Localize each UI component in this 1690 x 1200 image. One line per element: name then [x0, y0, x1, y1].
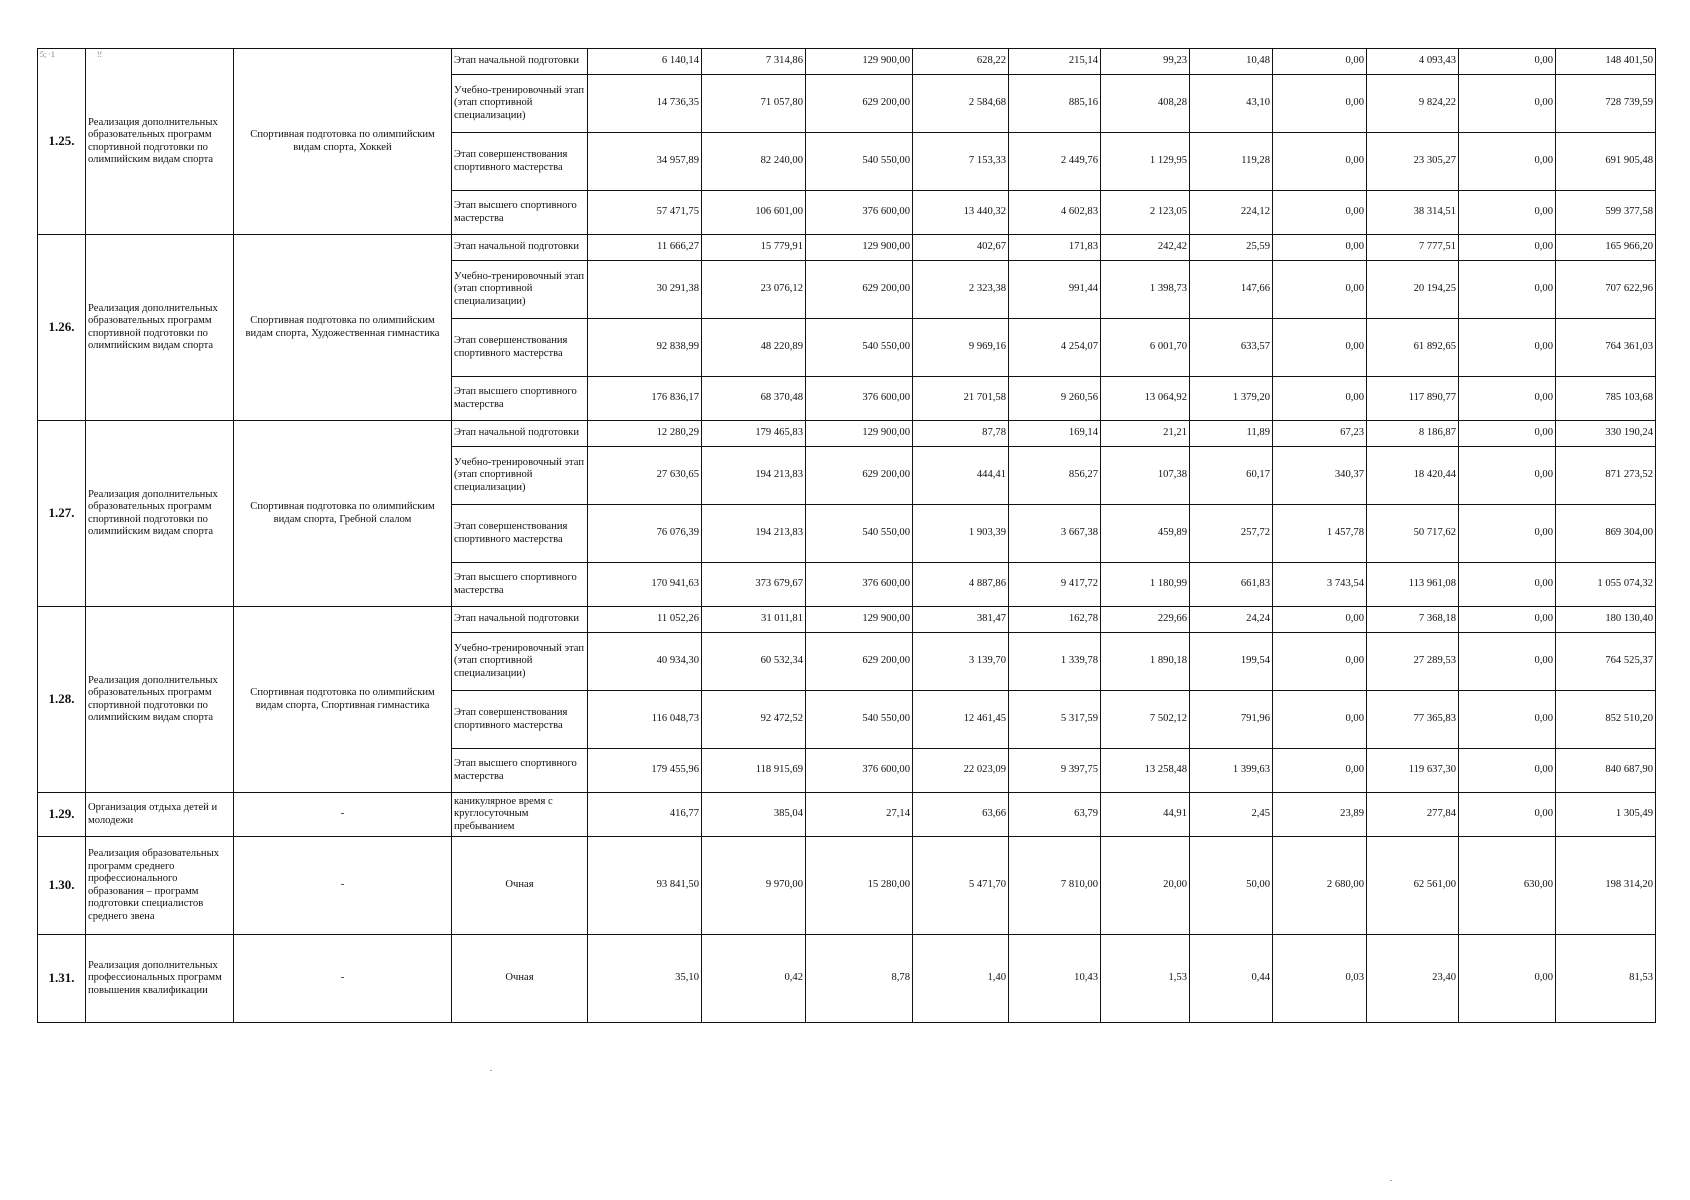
value-cell: 0,00 [1459, 749, 1556, 793]
value-cell: 11 052,26 [588, 607, 702, 633]
value-cell: 13 440,32 [913, 191, 1009, 235]
value-cell: 7 314,86 [702, 49, 806, 75]
training-stage: Этап высшего спортивного мастерства [452, 377, 588, 421]
value-cell: 1 129,95 [1101, 133, 1190, 191]
value-cell: 48 220,89 [702, 319, 806, 377]
value-cell: 1,53 [1101, 935, 1190, 1023]
value-cell: 633,57 [1190, 319, 1273, 377]
training-stage: Этап совершенствования спортивного мастерства [452, 133, 588, 191]
value-cell: 376 600,00 [806, 377, 913, 421]
value-cell: 691 905,48 [1556, 133, 1656, 191]
value-cell: 0,00 [1459, 75, 1556, 133]
value-cell: 408,28 [1101, 75, 1190, 133]
value-cell: 35,10 [588, 935, 702, 1023]
value-cell: 0,00 [1459, 377, 1556, 421]
value-cell: 0,00 [1273, 377, 1367, 421]
value-cell: 40 934,30 [588, 633, 702, 691]
value-cell: 3 743,54 [1273, 563, 1367, 607]
value-cell: 1 055 074,32 [1556, 563, 1656, 607]
value-cell: 170 941,63 [588, 563, 702, 607]
value-cell: 385,04 [702, 793, 806, 837]
value-cell: 50 717,62 [1367, 505, 1459, 563]
scan-speck [490, 1070, 492, 1071]
value-cell: 376 600,00 [806, 749, 913, 793]
value-cell: 27 289,53 [1367, 633, 1459, 691]
value-cell: 0,00 [1459, 935, 1556, 1023]
value-cell: 15 280,00 [806, 837, 913, 935]
value-cell: 0,00 [1459, 421, 1556, 447]
value-cell: 27 630,65 [588, 447, 702, 505]
value-cell: 92 838,99 [588, 319, 702, 377]
value-cell: 7 502,12 [1101, 691, 1190, 749]
value-cell: 0,03 [1273, 935, 1367, 1023]
value-cell: 61 892,65 [1367, 319, 1459, 377]
value-cell: 106 601,00 [702, 191, 806, 235]
value-cell: 194 213,83 [702, 447, 806, 505]
value-cell: 129 900,00 [806, 421, 913, 447]
value-cell: 63,66 [913, 793, 1009, 837]
value-cell: 148 401,50 [1556, 49, 1656, 75]
value-cell: 728 739,59 [1556, 75, 1656, 133]
training-stage: Этап совершенствования спортивного мастерства [452, 691, 588, 749]
value-cell: 0,00 [1459, 191, 1556, 235]
value-cell: 23,89 [1273, 793, 1367, 837]
training-stage: Этап начальной подготовки [452, 607, 588, 633]
service-kind: Спортивная подготовка по олимпийским видам спорта, Художественная гимнастика [234, 235, 452, 421]
value-cell: 6 140,14 [588, 49, 702, 75]
training-stage: Этап начальной подготовки [452, 49, 588, 75]
training-stage: Этап начальной подготовки [452, 235, 588, 261]
value-cell: 381,47 [913, 607, 1009, 633]
corner-mark-2: !! [96, 50, 103, 59]
value-cell: 4 602,83 [1009, 191, 1101, 235]
service-kind: Спортивная подготовка по олимпийским видам спорта, Гребной слалом [234, 421, 452, 607]
value-cell: 11,89 [1190, 421, 1273, 447]
value-cell: 416,77 [588, 793, 702, 837]
value-cell: 0,00 [1273, 235, 1367, 261]
value-cell: 840 687,90 [1556, 749, 1656, 793]
value-cell: 4 254,07 [1009, 319, 1101, 377]
value-cell: 31 011,81 [702, 607, 806, 633]
service-kind: - [234, 837, 452, 935]
value-cell: 0,00 [1273, 633, 1367, 691]
value-cell: 764 361,03 [1556, 319, 1656, 377]
value-cell: 129 900,00 [806, 49, 913, 75]
training-stage: Учебно-тренировочный этап (этап спортивной специализации) [452, 633, 588, 691]
value-cell: 991,44 [1009, 261, 1101, 319]
value-cell: 540 550,00 [806, 505, 913, 563]
value-cell: 242,42 [1101, 235, 1190, 261]
row-code: 1.29. [38, 793, 86, 837]
value-cell: 11 666,27 [588, 235, 702, 261]
value-cell: 179 455,96 [588, 749, 702, 793]
value-cell: 1 399,63 [1190, 749, 1273, 793]
value-cell: 1 379,20 [1190, 377, 1273, 421]
value-cell: 62 561,00 [1367, 837, 1459, 935]
training-form: Очная [452, 935, 588, 1023]
value-cell: 0,00 [1459, 563, 1556, 607]
value-cell: 34 957,89 [588, 133, 702, 191]
service-name: Реализация дополнительных образовательных программ спортивной подготовки по олимпийским видам спорта [86, 49, 234, 235]
value-cell: 2 680,00 [1273, 837, 1367, 935]
value-cell: 165 966,20 [1556, 235, 1656, 261]
value-cell: 43,10 [1190, 75, 1273, 133]
value-cell: 340,37 [1273, 447, 1367, 505]
row-code: 1.31. [38, 935, 86, 1023]
value-cell: 2 449,76 [1009, 133, 1101, 191]
table-row [38, 837, 1656, 935]
value-cell: 0,00 [1459, 261, 1556, 319]
value-cell: 0,00 [1273, 607, 1367, 633]
value-cell: 7 810,00 [1009, 837, 1101, 935]
value-cell: 9 970,00 [702, 837, 806, 935]
value-cell: 117 890,77 [1367, 377, 1459, 421]
value-cell: 118 915,69 [702, 749, 806, 793]
value-cell: 9 969,16 [913, 319, 1009, 377]
corner-mark-1: 5; ·1 [40, 50, 55, 59]
value-cell: 9 824,22 [1367, 75, 1459, 133]
table-row [38, 607, 1656, 633]
value-cell: 27,14 [806, 793, 913, 837]
training-stage: Этап высшего спортивного мастерства [452, 191, 588, 235]
training-stage: Учебно-тренировочный этап (этап спортивной специализации) [452, 261, 588, 319]
value-cell: 764 525,37 [1556, 633, 1656, 691]
row-code: 1.28. [38, 607, 86, 793]
value-cell: 856,27 [1009, 447, 1101, 505]
training-stage: Учебно-тренировочный этап (этап спортивной специализации) [452, 75, 588, 133]
value-cell: 330 190,24 [1556, 421, 1656, 447]
value-cell: 147,66 [1190, 261, 1273, 319]
value-cell: 1 890,18 [1101, 633, 1190, 691]
value-cell: 10,43 [1009, 935, 1101, 1023]
value-cell: 129 900,00 [806, 235, 913, 261]
value-cell: 23 305,27 [1367, 133, 1459, 191]
training-stage: Этап высшего спортивного мастерства [452, 749, 588, 793]
value-cell: 540 550,00 [806, 691, 913, 749]
value-cell: 1 457,78 [1273, 505, 1367, 563]
value-cell: 87,78 [913, 421, 1009, 447]
training-stage: Этап совершенствования спортивного мастерства [452, 319, 588, 377]
value-cell: 76 076,39 [588, 505, 702, 563]
service-name: Реализация дополнительных образовательных программ спортивной подготовки по олимпийским видам спорта [86, 607, 234, 793]
value-cell: 21 701,58 [913, 377, 1009, 421]
service-kind: Спортивная подготовка по олимпийским видам спорта, Спортивная гимнастика [234, 607, 452, 793]
value-cell: 199,54 [1190, 633, 1273, 691]
value-cell: 1 180,99 [1101, 563, 1190, 607]
value-cell: 129 900,00 [806, 607, 913, 633]
value-cell: 20 194,25 [1367, 261, 1459, 319]
service-kind: - [234, 935, 452, 1023]
value-cell: 44,91 [1101, 793, 1190, 837]
value-cell: 20,00 [1101, 837, 1190, 935]
service-name: Реализация дополнительных профессиональных программ повышения квалификации [86, 935, 234, 1023]
value-cell: 2,45 [1190, 793, 1273, 837]
value-cell: 0,00 [1459, 235, 1556, 261]
value-cell: 13 064,92 [1101, 377, 1190, 421]
value-cell: 0,00 [1459, 447, 1556, 505]
value-cell: 0,00 [1459, 505, 1556, 563]
value-cell: 402,67 [913, 235, 1009, 261]
value-cell: 21,21 [1101, 421, 1190, 447]
value-cell: 77 365,83 [1367, 691, 1459, 749]
value-cell: 0,00 [1273, 749, 1367, 793]
value-cell: 373 679,67 [702, 563, 806, 607]
value-cell: 1 339,78 [1009, 633, 1101, 691]
value-cell: 2 323,38 [913, 261, 1009, 319]
value-cell: 13 258,48 [1101, 749, 1190, 793]
value-cell: 10,48 [1190, 49, 1273, 75]
value-cell: 277,84 [1367, 793, 1459, 837]
value-cell: 661,83 [1190, 563, 1273, 607]
training-form: Очная [452, 837, 588, 935]
training-stage: Учебно-тренировочный этап (этап спортивной специализации) [452, 447, 588, 505]
value-cell: 9 397,75 [1009, 749, 1101, 793]
value-cell: 0,00 [1459, 319, 1556, 377]
value-cell: 885,16 [1009, 75, 1101, 133]
value-cell: 599 377,58 [1556, 191, 1656, 235]
value-cell: 8,78 [806, 935, 913, 1023]
value-cell: 93 841,50 [588, 837, 702, 935]
value-cell: 0,00 [1273, 49, 1367, 75]
value-cell: 871 273,52 [1556, 447, 1656, 505]
value-cell: 0,42 [702, 935, 806, 1023]
value-cell: 1 305,49 [1556, 793, 1656, 837]
value-cell: 0,00 [1459, 607, 1556, 633]
value-cell: 0,00 [1273, 75, 1367, 133]
service-name: Реализация дополнительных образовательных программ спортивной подготовки по олимпийским видам спорта [86, 235, 234, 421]
cost-table [37, 48, 1656, 1023]
value-cell: 22 023,09 [913, 749, 1009, 793]
value-cell: 628,22 [913, 49, 1009, 75]
row-code: 1.27. [38, 421, 86, 607]
value-cell: 707 622,96 [1556, 261, 1656, 319]
value-cell: 5 317,59 [1009, 691, 1101, 749]
value-cell: 194 213,83 [702, 505, 806, 563]
value-cell: 99,23 [1101, 49, 1190, 75]
value-cell: 12 461,45 [913, 691, 1009, 749]
value-cell: 50,00 [1190, 837, 1273, 935]
value-cell: 3 139,70 [913, 633, 1009, 691]
value-cell: 179 465,83 [702, 421, 806, 447]
value-cell: 2 123,05 [1101, 191, 1190, 235]
training-stage: Этап высшего спортивного мастерства [452, 563, 588, 607]
value-cell: 0,00 [1273, 191, 1367, 235]
value-cell: 852 510,20 [1556, 691, 1656, 749]
table-row [38, 49, 1656, 75]
value-cell: 629 200,00 [806, 633, 913, 691]
value-cell: 57 471,75 [588, 191, 702, 235]
value-cell: 113 961,08 [1367, 563, 1459, 607]
value-cell: 60 532,34 [702, 633, 806, 691]
value-cell: 30 291,38 [588, 261, 702, 319]
value-cell: 629 200,00 [806, 261, 913, 319]
service-name: Организация отдыха детей и молодежи [86, 793, 234, 837]
value-cell: 630,00 [1459, 837, 1556, 935]
value-cell: 1 903,39 [913, 505, 1009, 563]
value-cell: 15 779,91 [702, 235, 806, 261]
value-cell: 376 600,00 [806, 563, 913, 607]
value-cell: 7 368,18 [1367, 607, 1459, 633]
cost-table-body [38, 49, 1656, 1023]
row-code: 1.30. [38, 837, 86, 935]
value-cell: 12 280,29 [588, 421, 702, 447]
value-cell: 0,00 [1459, 633, 1556, 691]
service-kind: Спортивная подготовка по олимпийским видам спорта, Хоккей [234, 49, 452, 235]
value-cell: 1 398,73 [1101, 261, 1190, 319]
row-code: 1.26. [38, 235, 86, 421]
value-cell: 869 304,00 [1556, 505, 1656, 563]
cost-table-sheet [37, 48, 1656, 1023]
value-cell: 540 550,00 [806, 319, 913, 377]
row-code: 1.25. [38, 49, 86, 235]
value-cell: 18 420,44 [1367, 447, 1459, 505]
training-form: каникулярное время с круглосуточным пребыванием [452, 793, 588, 837]
value-cell: 215,14 [1009, 49, 1101, 75]
value-cell: 0,00 [1459, 49, 1556, 75]
value-cell: 9 260,56 [1009, 377, 1101, 421]
value-cell: 25,59 [1190, 235, 1273, 261]
value-cell: 0,00 [1273, 319, 1367, 377]
value-cell: 3 667,38 [1009, 505, 1101, 563]
value-cell: 162,78 [1009, 607, 1101, 633]
value-cell: 0,00 [1459, 133, 1556, 191]
service-kind: - [234, 793, 452, 837]
value-cell: 0,00 [1273, 691, 1367, 749]
value-cell: 224,12 [1190, 191, 1273, 235]
value-cell: 38 314,51 [1367, 191, 1459, 235]
value-cell: 7 153,33 [913, 133, 1009, 191]
value-cell: 0,44 [1190, 935, 1273, 1023]
value-cell: 257,72 [1190, 505, 1273, 563]
value-cell: 2 584,68 [913, 75, 1009, 133]
value-cell: 6 001,70 [1101, 319, 1190, 377]
value-cell: 180 130,40 [1556, 607, 1656, 633]
value-cell: 23,40 [1367, 935, 1459, 1023]
table-row [38, 235, 1656, 261]
value-cell: 4 887,86 [913, 563, 1009, 607]
value-cell: 171,83 [1009, 235, 1101, 261]
value-cell: 24,24 [1190, 607, 1273, 633]
value-cell: 9 417,72 [1009, 563, 1101, 607]
value-cell: 0,00 [1273, 261, 1367, 319]
value-cell: 119 637,30 [1367, 749, 1459, 793]
value-cell: 0,00 [1459, 793, 1556, 837]
table-row [38, 421, 1656, 447]
value-cell: 71 057,80 [702, 75, 806, 133]
value-cell: 5 471,70 [913, 837, 1009, 935]
service-name: Реализация образовательных программ среднего профессионального образования – программ подготовки специалистов среднего звена [86, 837, 234, 935]
value-cell: 176 836,17 [588, 377, 702, 421]
value-cell: 198 314,20 [1556, 837, 1656, 935]
training-stage: Этап начальной подготовки [452, 421, 588, 447]
value-cell: 68 370,48 [702, 377, 806, 421]
value-cell: 540 550,00 [806, 133, 913, 191]
value-cell: 376 600,00 [806, 191, 913, 235]
value-cell: 1,40 [913, 935, 1009, 1023]
value-cell: 8 186,87 [1367, 421, 1459, 447]
value-cell: 23 076,12 [702, 261, 806, 319]
value-cell: 785 103,68 [1556, 377, 1656, 421]
value-cell: 81,53 [1556, 935, 1656, 1023]
value-cell: 107,38 [1101, 447, 1190, 505]
value-cell: 60,17 [1190, 447, 1273, 505]
value-cell: 444,41 [913, 447, 1009, 505]
value-cell: 229,66 [1101, 607, 1190, 633]
table-row [38, 935, 1656, 1023]
table-row [38, 793, 1656, 837]
value-cell: 629 200,00 [806, 447, 913, 505]
value-cell: 7 777,51 [1367, 235, 1459, 261]
value-cell: 791,96 [1190, 691, 1273, 749]
value-cell: 14 736,35 [588, 75, 702, 133]
value-cell: 67,23 [1273, 421, 1367, 447]
value-cell: 82 240,00 [702, 133, 806, 191]
value-cell: 0,00 [1273, 133, 1367, 191]
value-cell: 4 093,43 [1367, 49, 1459, 75]
value-cell: 119,28 [1190, 133, 1273, 191]
training-stage: Этап совершенствования спортивного мастерства [452, 505, 588, 563]
scan-speck [1390, 1180, 1392, 1181]
value-cell: 169,14 [1009, 421, 1101, 447]
value-cell: 629 200,00 [806, 75, 913, 133]
value-cell: 459,89 [1101, 505, 1190, 563]
value-cell: 116 048,73 [588, 691, 702, 749]
value-cell: 0,00 [1459, 691, 1556, 749]
value-cell: 63,79 [1009, 793, 1101, 837]
service-name: Реализация дополнительных образовательных программ спортивной подготовки по олимпийским видам спорта [86, 421, 234, 607]
value-cell: 92 472,52 [702, 691, 806, 749]
